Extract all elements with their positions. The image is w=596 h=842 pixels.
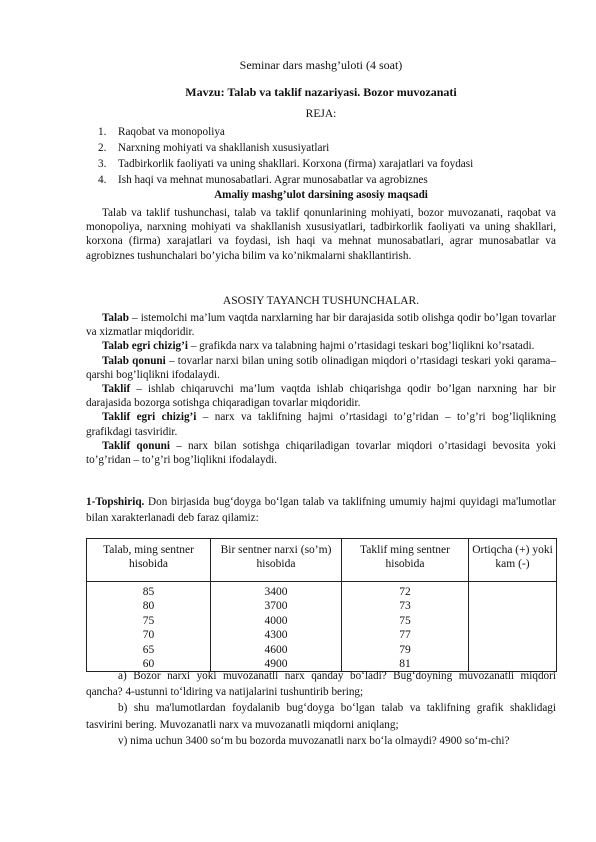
table-cell: 81 xyxy=(399,658,411,671)
table-cell: 4600 xyxy=(264,643,288,656)
table-cell: 65 xyxy=(142,643,155,656)
price-column xyxy=(211,582,342,672)
table-cell: 60 xyxy=(142,658,155,671)
concept-term: Taklif xyxy=(102,383,131,396)
table-cell: 85 xyxy=(142,586,155,598)
table-cell: 4900 xyxy=(264,658,288,671)
plan-item-number: 3. xyxy=(98,158,107,170)
plan-item xyxy=(98,172,568,188)
table-header-price: Bir sentner narxi (so’m) hisobida xyxy=(211,539,342,582)
table-header-surplus: Ortiqcha (+) yoki kam (-) xyxy=(469,539,557,582)
plan-item-text: Narxning mohiyati va shakllanish xususiyatlari xyxy=(118,142,330,154)
table-cell: 70 xyxy=(142,629,155,642)
plan-item xyxy=(98,124,568,140)
concept-term: Talab qonuni xyxy=(102,354,166,367)
plan-item-number: 4. xyxy=(98,174,107,186)
plan-item xyxy=(98,140,568,156)
concepts-heading: ASOSIY TAYANCH TUSHUNCHALAR. xyxy=(222,295,420,307)
concept-term: Talab xyxy=(102,312,129,324)
concepts-list xyxy=(86,311,556,467)
goal-paragraph: Talab va taklif tushunchasi, talab va taklif qonunlarining mohiyati, bozor muvozanati, raqobat va monopoliya, narxning mohiyati va shakllanish xususiyatlari, tadbirkorlik faoliyati va uning shakllari, korxona (firma) xarajatlari va foydasi, ish haqi va mehnat munosabatlari, agrar munosabatlar va agrobiznes tushunchalari bo’yicha bilim va ko’nikmalarni shakllantirish. xyxy=(86,207,556,262)
table-cell: 4300 xyxy=(264,629,288,642)
concept-term: Taklif qonuni xyxy=(102,439,171,452)
table-cell: 75 xyxy=(142,614,155,627)
plan-item-text: Ish haqi va mehnat munosabatlari. Agrar munosabatlar va agrobiznes xyxy=(118,174,428,186)
plan-item-text: Tadbirkorlik faoliyati va uning shakllari. Korxona (firma) xarajatlari va foydasi xyxy=(118,158,474,170)
table-cell: 79 xyxy=(399,643,411,656)
concept-definition xyxy=(86,410,556,438)
document-title: Seminar dars mashg’uloti (4 soat) xyxy=(239,58,403,72)
concept-text: – tovarlar narxi bilan uning sotib olinadigan miqdori o’rtasidagi teskari yoki qarama–qarshi bog’liqlikni ifodalaydi. xyxy=(86,354,556,381)
concept-definition xyxy=(86,382,556,410)
concept-text: – grafikda narx va talabning hajmi o’rtasidagi teskari bog’liqlikni ko’rsatadi. xyxy=(187,340,535,353)
concept-definition xyxy=(86,354,556,382)
table-cell: 77 xyxy=(399,629,411,642)
question-item: v) nima uchun 3400 so‘m bu bozorda muvozanatli narx bo‘la olmaydi? 4900 so‘m-chi? xyxy=(118,734,510,747)
plan-heading: REJA: xyxy=(305,108,337,120)
table-cell: 3700 xyxy=(264,600,288,613)
question-item: a) Bozor narxi yoki muvozanatli narx qanday bo‘ladi? Bug‘doyning muvozanatli miqdori qancha? 4-ustunni to‘ldiring va natijalarini tushuntirib bering; xyxy=(86,670,556,699)
table-cell: 75 xyxy=(399,614,411,627)
plan-item xyxy=(98,156,568,172)
concept-text: – istemolchi ma’lum vaqtda narxlarning har bir darajasida sotib olishga qodir bo’lgan tovarlar va xizmatlar miqdoridir. xyxy=(86,312,556,339)
table-header-supply: Taklif ming sentner hisobida xyxy=(342,539,469,582)
task-label: 1-Topshiriq. xyxy=(86,496,145,508)
plan-item-number: 2. xyxy=(98,142,107,154)
table-header-demand: Talab, ming sentner hisobida xyxy=(87,539,211,582)
table-cell: 4000 xyxy=(264,614,288,627)
surplus-column xyxy=(469,582,557,672)
concept-term: Talab egri chizig’i xyxy=(102,340,188,353)
topic-heading: Mavzu: Talab va taklif nazariyasi. Bozor muvozanati xyxy=(185,85,457,99)
plan-list xyxy=(98,124,568,188)
concept-definition xyxy=(86,311,556,339)
concept-text: – narx va taklifning hajmi o’rtasidagi to’g’ridan – to’g’ri bog’liqlikning grafikdagi tasviridir. xyxy=(86,411,556,438)
supply-demand-table xyxy=(86,538,557,672)
concept-definition xyxy=(86,339,556,353)
concept-term: Taklif egri chizig’i xyxy=(102,411,197,424)
concept-text: – narx bilan sotishga chiqariladigan tovarlar miqdori o’rtasidagi bevosita yoki to’g’ridan – to’g’ri bog’liqlikni ifodalaydi. xyxy=(86,439,556,467)
table-row xyxy=(87,582,557,672)
questions-list xyxy=(86,668,556,749)
goal-heading: Amaliy mashg’ulot darsining asosiy maqsadi xyxy=(214,189,428,201)
question-item: b) shu ma'lumotlardan foydalanib bug‘doyga bo‘lgan talab va taklifning grafik shaklidagi tasvirini bering. Muvozanatli narx va muvozanatli miqdorni aniqlang; xyxy=(86,702,556,731)
table-cell: 80 xyxy=(142,600,155,613)
table-cell: 3400 xyxy=(264,586,288,598)
table-cell: 73 xyxy=(399,600,411,613)
task-text: Don birjasida bug‘doyga bo‘lgan talab va taklifning umumiy hajmi quyidagi ma'lumotlar bilan xarakterlanadi deb faraz qilamiz: xyxy=(86,496,556,524)
task-paragraph xyxy=(86,494,556,526)
plan-item-text: Raqobat va monopoliya xyxy=(118,126,225,138)
demand-column xyxy=(87,582,211,672)
supply-column xyxy=(342,582,469,672)
concept-definition xyxy=(86,439,556,467)
table-header-row xyxy=(87,539,557,582)
table-cell: 72 xyxy=(399,586,411,598)
plan-item-number: 1. xyxy=(98,126,107,138)
concept-text: – ishlab chiqaruvchi ma’lum vaqtda ishlab chiqarishga qodir bo’lgan narxning har bir darajasida bozorga sotishga chiqaradigan tovarlar miqdoridir. xyxy=(86,383,556,410)
